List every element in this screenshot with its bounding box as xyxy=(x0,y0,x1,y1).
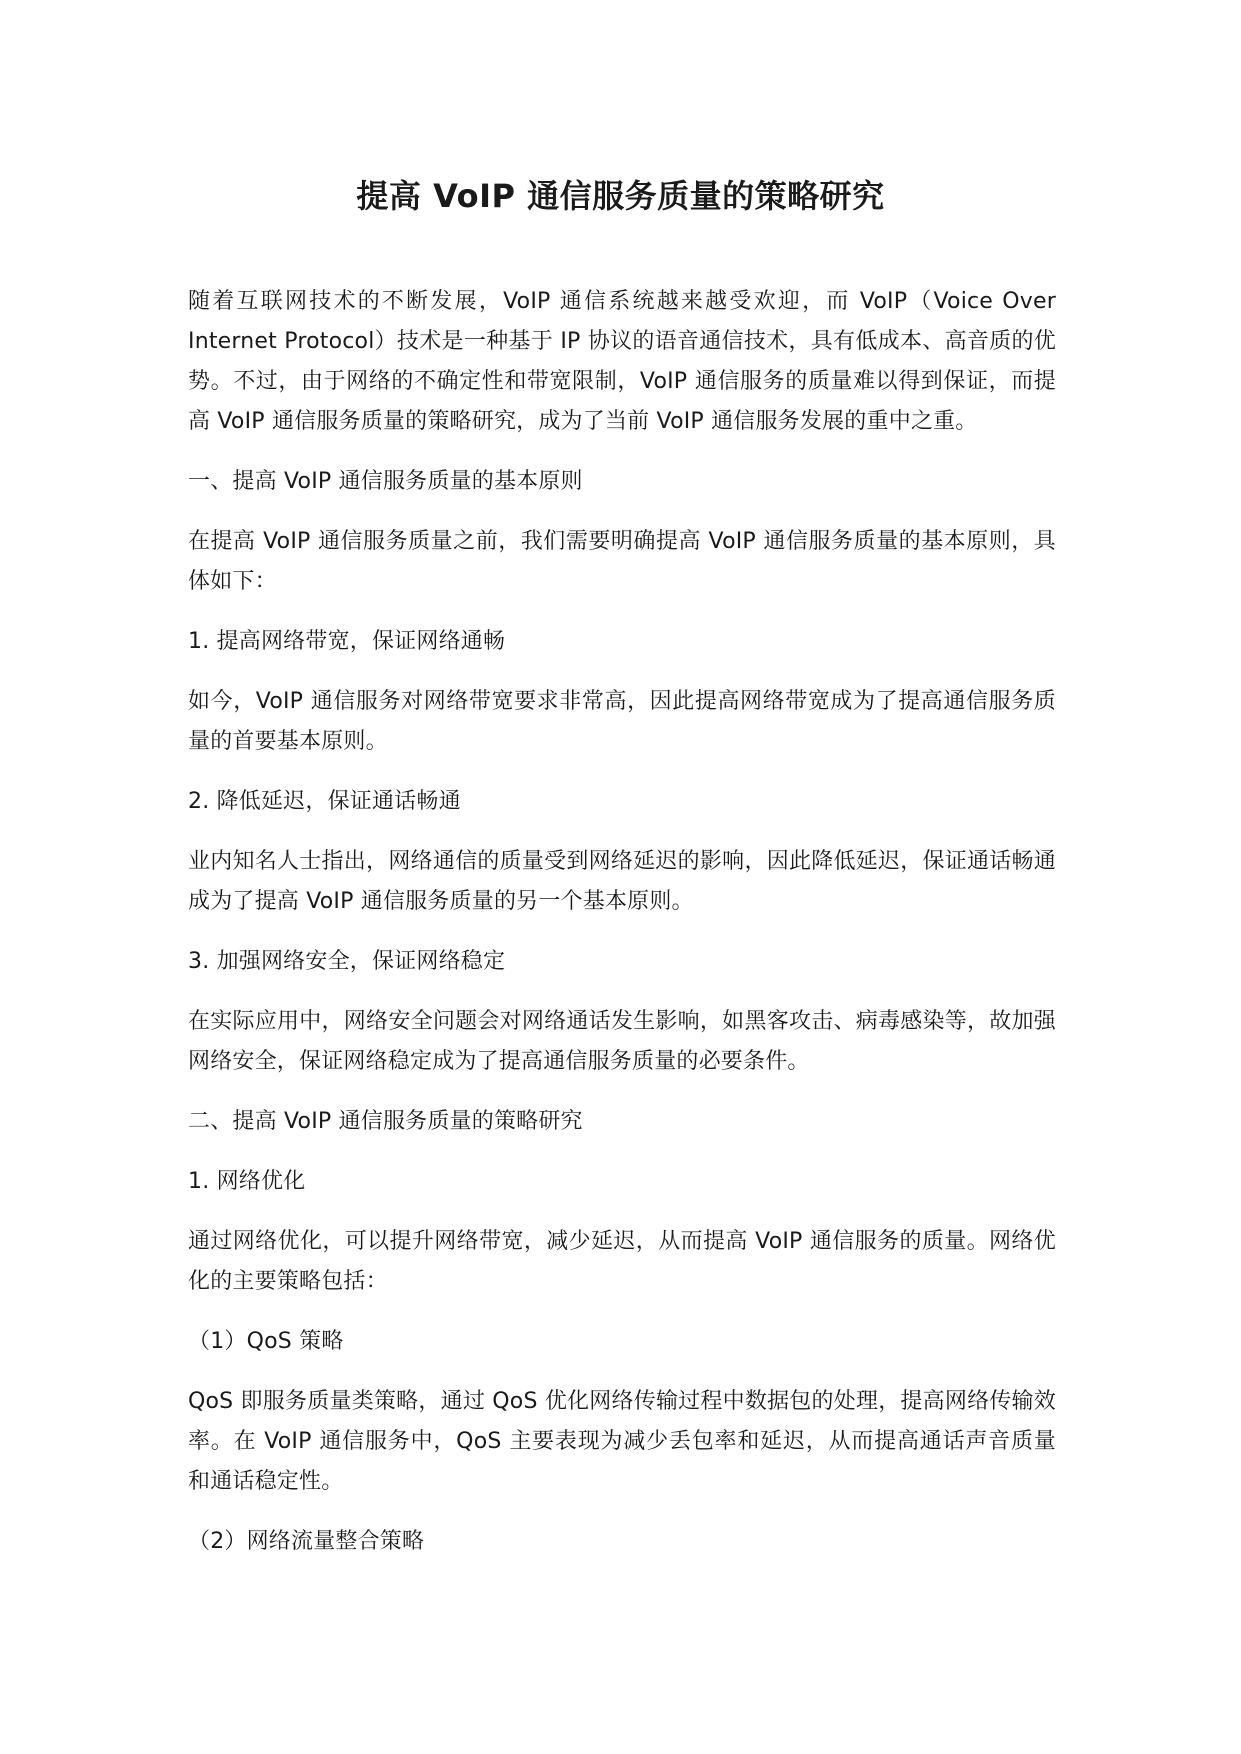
section1-item3-heading: 3. 加强网络安全，保证网络稳定 xyxy=(188,949,506,974)
section1-item3-text: 在实际应用中，网络安全问题会对网络通话发生影响，如黑客攻击、病毒感染等，故加强网络安全，保证网络稳定成为了提高通信服务质量的必要条件。 xyxy=(188,1009,1056,1074)
section1-item1-text: 如今，VoIP 通信服务对网络带宽要求非常高，因此提高网络带宽成为了提高通信服务质量的首要基本原则。 xyxy=(188,689,1056,754)
section1-heading: 一、提高 VoIP 通信服务质量的基本原则 xyxy=(188,469,583,494)
section2-sub2-heading: （2）网络流量整合策略 xyxy=(188,1529,425,1554)
section2-sub1-text: QoS 即服务质量类策略，通过 QoS 优化网络传输过程中数据包的处理，提高网络传输效率。在 VoIP 通信服务中，QoS 主要表现为减少丢包率和延迟，从而提高通话声音质量和通话稳定性。 xyxy=(188,1389,1056,1494)
section2-item1-heading: 1. 网络优化 xyxy=(188,1169,306,1194)
document-title: 提高 VoIP 通信服务质量的策略研究 xyxy=(356,177,885,215)
section1-item2-text: 业内知名人士指出，网络通信的质量受到网络延迟的影响，因此降低延迟，保证通话畅通成为了提高 VoIP 通信服务质量的另一个基本原则。 xyxy=(188,849,1056,914)
document-body xyxy=(188,282,1056,1582)
section2-item1-text: 通过网络优化，可以提升网络带宽，减少延迟，从而提高 VoIP 通信服务的质量。网络优化的主要策略包括： xyxy=(188,1229,1056,1294)
intro-paragraph: 随着互联网技术的不断发展，VoIP 通信系统越来越受欢迎，而 VoIP（Voice Over Internet Protocol）技术是一种基于 IP 协议的语音通信技术，具有低成本、高音质的优势。不过，由于网络的不确定性和带宽限制，VoIP 通信服务的质量难以得到保证，而提高 VoIP 通信服务质量的策略研究，成为了当前 VoIP 通信服务发展的重中之重。 xyxy=(188,289,1056,434)
section1-intro: 在提高 VoIP 通信服务质量之前，我们需要明确提高 VoIP 通信服务质量的基本原则，具体如下： xyxy=(188,529,1056,594)
section1-item2-heading: 2. 降低延迟，保证通话畅通 xyxy=(188,789,461,814)
section1-item1-heading: 1. 提高网络带宽，保证网络通畅 xyxy=(188,629,506,654)
section2-heading: 二、提高 VoIP 通信服务质量的策略研究 xyxy=(188,1109,583,1134)
section2-sub1-heading: （1）QoS 策略 xyxy=(188,1329,344,1354)
